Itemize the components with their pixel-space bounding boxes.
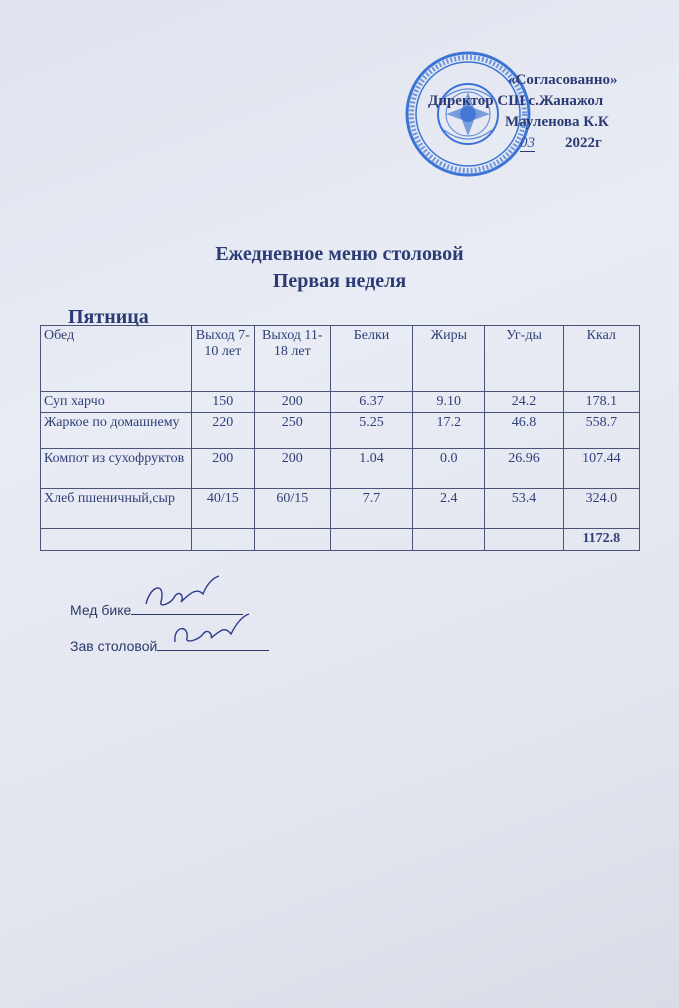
- header-cell: Выход 11-18 лет: [254, 326, 330, 392]
- table-cell: 220: [191, 413, 254, 449]
- empty-cell: [330, 529, 412, 551]
- table-cell: 250: [254, 413, 330, 449]
- table-cell: 60/15: [254, 489, 330, 529]
- dish-name-cell: Суп харчо: [41, 392, 192, 413]
- table-cell: 178.1: [563, 392, 639, 413]
- header-cell: Обед: [41, 326, 192, 392]
- table-row: [41, 392, 640, 413]
- table-row: [41, 413, 640, 449]
- table-cell: 40/15: [191, 489, 254, 529]
- dish-name-cell: Компот из сухофруктов: [41, 449, 192, 489]
- table-cell: 26.96: [485, 449, 563, 489]
- table-cell: 200: [254, 392, 330, 413]
- total-row: [41, 529, 640, 551]
- header-cell: Уг-ды: [485, 326, 563, 392]
- total-kcal-cell: 1172.8: [563, 529, 639, 551]
- dish-name-cell: Хлеб пшеничный,сыр: [41, 489, 192, 529]
- table-cell: 200: [254, 449, 330, 489]
- table-cell: 107.44: [563, 449, 639, 489]
- approval-year: 2022г: [565, 135, 602, 151]
- canteen-signature-blank: [157, 636, 269, 651]
- header-cell: Белки: [330, 326, 412, 392]
- table-cell: 9.10: [413, 392, 485, 413]
- dish-name-cell: Жаркое по домашнему: [41, 413, 192, 449]
- nurse-label: Мед бике: [70, 602, 132, 618]
- canteen-signature-line: [70, 636, 269, 654]
- empty-cell: [254, 529, 330, 551]
- header-cell: Ккал: [563, 326, 639, 392]
- approval-name: Мауленова К.К: [505, 114, 609, 130]
- empty-cell: [413, 529, 485, 551]
- table-cell: 5.25: [330, 413, 412, 449]
- approval-heading: «Согласованно»: [508, 72, 618, 88]
- table-cell: 2.4: [413, 489, 485, 529]
- approval-date: [420, 133, 660, 154]
- table-cell: 0.0: [413, 449, 485, 489]
- table-cell: 53.4: [485, 489, 563, 529]
- header-cell: Жиры: [413, 326, 485, 392]
- table-cell: 200: [191, 449, 254, 489]
- menu-table: [40, 325, 640, 551]
- empty-cell: [41, 529, 192, 551]
- table-header-row: [41, 326, 640, 392]
- table-cell: 46.8: [485, 413, 563, 449]
- nurse-signature-scribble: [141, 574, 231, 614]
- table-cell: 24.2: [485, 392, 563, 413]
- table-cell: 324.0: [563, 489, 639, 529]
- table-cell: 6.37: [330, 392, 412, 413]
- table-cell: 558.7: [563, 413, 639, 449]
- table-row: [41, 489, 640, 529]
- empty-cell: [191, 529, 254, 551]
- table-row: [41, 449, 640, 489]
- approval-block: [420, 70, 660, 154]
- approval-director: Директор СШ с.Жанажол: [428, 93, 604, 109]
- menu-subtitle: Первая неделя: [272, 270, 407, 292]
- table-cell: 1.04: [330, 449, 412, 489]
- canteen-signature-scribble: [167, 610, 257, 650]
- table-cell: 7.7: [330, 489, 412, 529]
- header-cell: Выход 7-10 лет: [191, 326, 254, 392]
- table-cell: 17.2: [413, 413, 485, 449]
- canteen-label: Зав столовой: [70, 638, 158, 654]
- empty-cell: [485, 529, 563, 551]
- table-cell: 150: [191, 392, 254, 413]
- approval-date-handwritten: 03: [520, 135, 535, 151]
- menu-title: Ежедневное меню столовой: [215, 243, 464, 265]
- day-heading: Пятница: [68, 306, 149, 328]
